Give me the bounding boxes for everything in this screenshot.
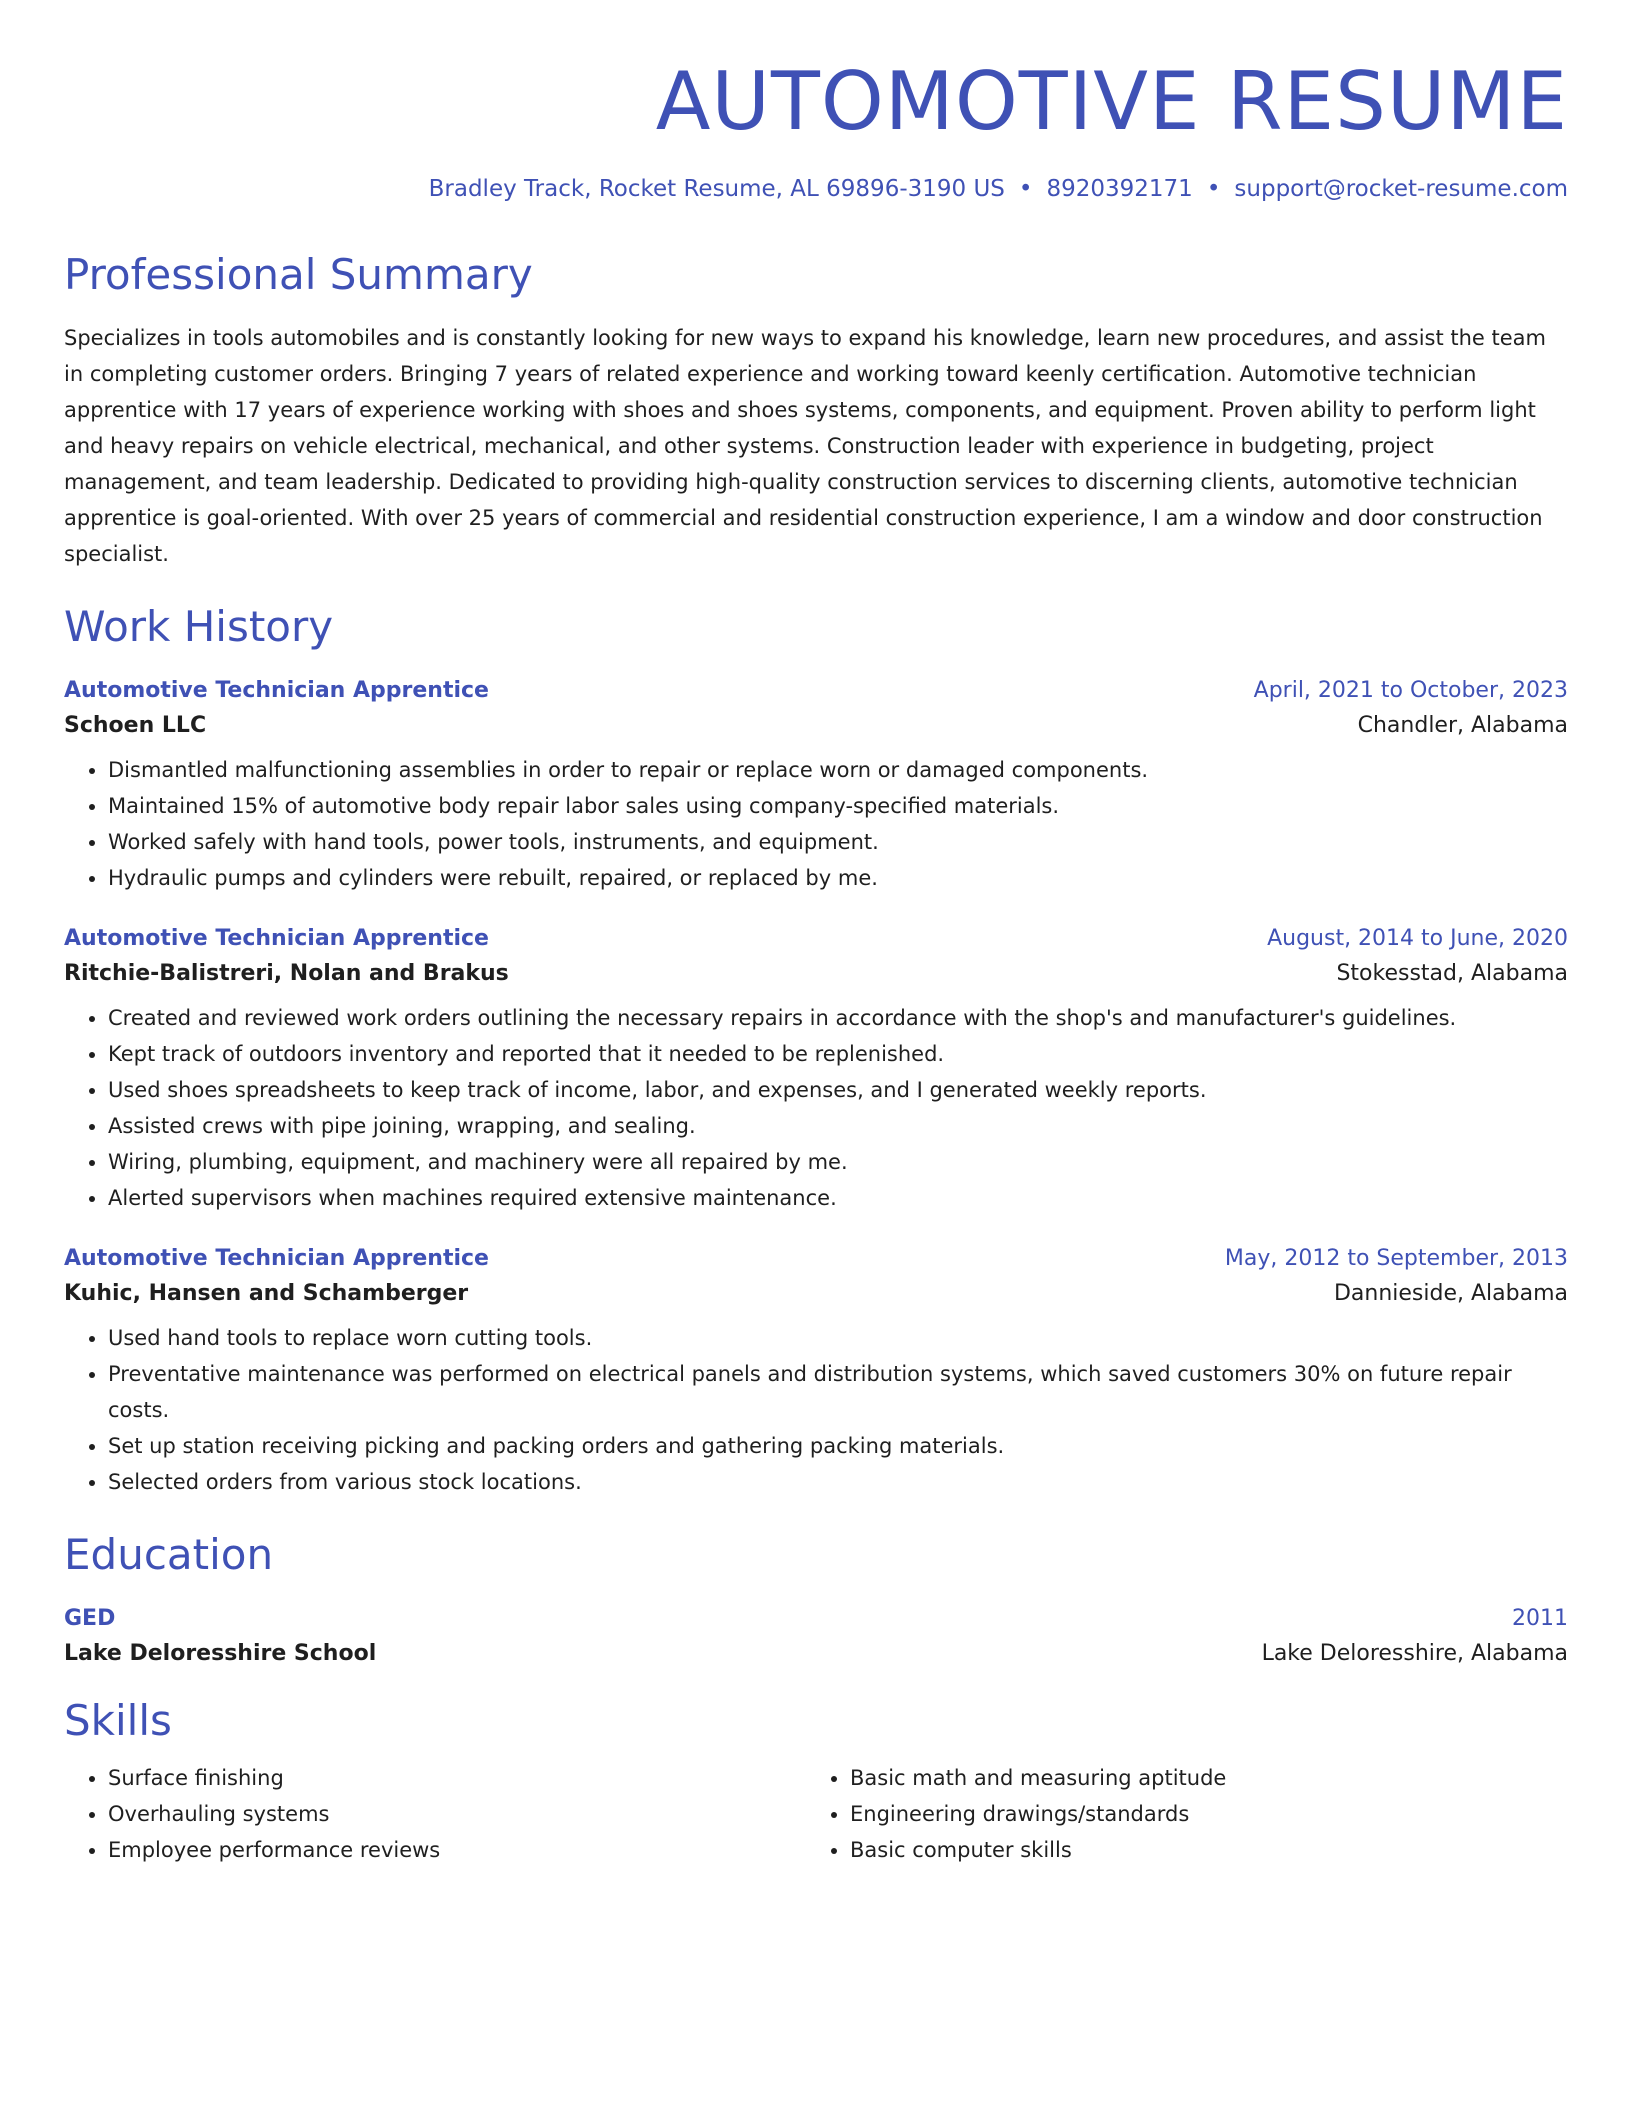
skills-column-right [806, 1760, 1548, 1868]
contact-address: Bradley Track, Rocket Resume, AL 69896-3190 US [428, 176, 1005, 202]
education-heading: Education [64, 1530, 274, 1579]
summary-text: Specializes in tools automobiles and is constantly looking for new ways to expand his knowledge, learn new procedures, and assist the team in completing customer orders. Bringing 7 years of related experience and working toward keenly certification. Automotive technician apprentice with 17 years of experience working with shoes and shoes systems, components, and equipment. Proven ability to perform light and heavy repairs on vehicle electrical, mechanical, and other systems. Construction leader with experience in budgeting, project management, and team leadership. Dedicated to providing high-quality construction services to discerning clients, automotive technician apprentice is goal-oriented. With over 25 years of commercial and residential construction experience, I am a window and door construction specialist. [64, 326, 1546, 566]
job-bullets [64, 1000, 1568, 1216]
skill-item: • Basic computer skills [850, 1832, 1548, 1868]
skills-heading: Skills [64, 1696, 172, 1745]
education-degree: GED [64, 1606, 116, 1631]
skill-item: • Surface finishing [108, 1760, 806, 1796]
job-title: Automotive Technician Apprentice [64, 926, 489, 951]
job-location: Stokesstad, Alabama [1336, 961, 1568, 986]
list-item: • Worked safely with hand tools, power tools, instruments, and equipment. [108, 824, 1568, 860]
job-entry [64, 1246, 1568, 1500]
job-bullets [64, 1320, 1568, 1500]
list-item: • Selected orders from various stock locations. [108, 1464, 1568, 1500]
contact-line [64, 176, 1568, 202]
list-item: • Assisted crews with pipe joining, wrapping, and sealing. [108, 1108, 1568, 1144]
resume-page [64, 0, 1568, 1868]
job-bullets [64, 752, 1568, 896]
skill-item: • Engineering drawings/standards [850, 1796, 1548, 1832]
list-item: • Used hand tools to replace worn cutting tools. [108, 1320, 1568, 1356]
list-item: • Created and reviewed work orders outlining the necessary repairs in accordance with the shop's and manufacturer's guidelines. [108, 1000, 1568, 1036]
skill-item: • Basic math and measuring aptitude [850, 1760, 1548, 1796]
education-location: Lake Deloresshire, Alabama [1261, 1641, 1568, 1666]
bullet-separator: • [1206, 176, 1221, 202]
list-item: • Wiring, plumbing, equipment, and machinery were all repaired by me. [108, 1144, 1568, 1180]
education-year: 2011 [1512, 1606, 1568, 1631]
job-location: Dannieside, Alabama [1333, 1281, 1568, 1306]
job-company: Ritchie-Balistreri, Nolan and Brakus [64, 961, 509, 986]
job-entry [64, 926, 1568, 1216]
job-location: Chandler, Alabama [1357, 713, 1568, 738]
list-item: • Maintained 15% of automotive body repair labor sales using company-specified materials. [108, 788, 1568, 824]
list-item: • Used shoes spreadsheets to keep track of income, labor, and expenses, and I generated weekly reports. [108, 1072, 1568, 1108]
skill-item: • Overhauling systems [108, 1796, 806, 1832]
list-item: • Alerted supervisors when machines required extensive maintenance. [108, 1180, 1568, 1216]
list-item: • Set up station receiving picking and packing orders and gathering packing materials. [108, 1428, 1568, 1464]
skill-item: • Employee performance reviews [108, 1832, 806, 1868]
resume-title: AUTOMOTIVE RESUME [655, 55, 1568, 148]
job-title: Automotive Technician Apprentice [64, 678, 489, 703]
job-dates: May, 2012 to September, 2013 [1224, 1246, 1568, 1271]
contact-phone: 8920392171 [1046, 176, 1193, 202]
job-title: Automotive Technician Apprentice [64, 1246, 489, 1271]
job-dates: April, 2021 to October, 2023 [1253, 678, 1568, 703]
list-item: • Dismantled malfunctioning assemblies in order to repair or replace worn or damaged components. [108, 752, 1568, 788]
skills-column-left [64, 1760, 806, 1868]
education-entry [64, 1606, 1568, 1666]
job-company: Kuhic, Hansen and Schamberger [64, 1281, 469, 1306]
summary-heading: Professional Summary [64, 250, 533, 299]
bullet-separator: • [1018, 176, 1033, 202]
job-company: Schoen LLC [64, 713, 207, 738]
skills-grid [64, 1760, 1568, 1868]
list-item: • Preventative maintenance was performed on electrical panels and distribution systems, which saved customers 30% on future repair costs. [108, 1356, 1568, 1428]
list-item: • Kept track of outdoors inventory and reported that it needed to be replenished. [108, 1036, 1568, 1072]
education-school: Lake Deloresshire School [64, 1641, 377, 1666]
contact-email: support@rocket-resume.com [1234, 176, 1568, 202]
job-dates: August, 2014 to June, 2020 [1267, 926, 1568, 951]
job-entry [64, 678, 1568, 896]
list-item: • Hydraulic pumps and cylinders were rebuilt, repaired, or replaced by me. [108, 860, 1568, 896]
work-history-heading: Work History [64, 602, 334, 651]
